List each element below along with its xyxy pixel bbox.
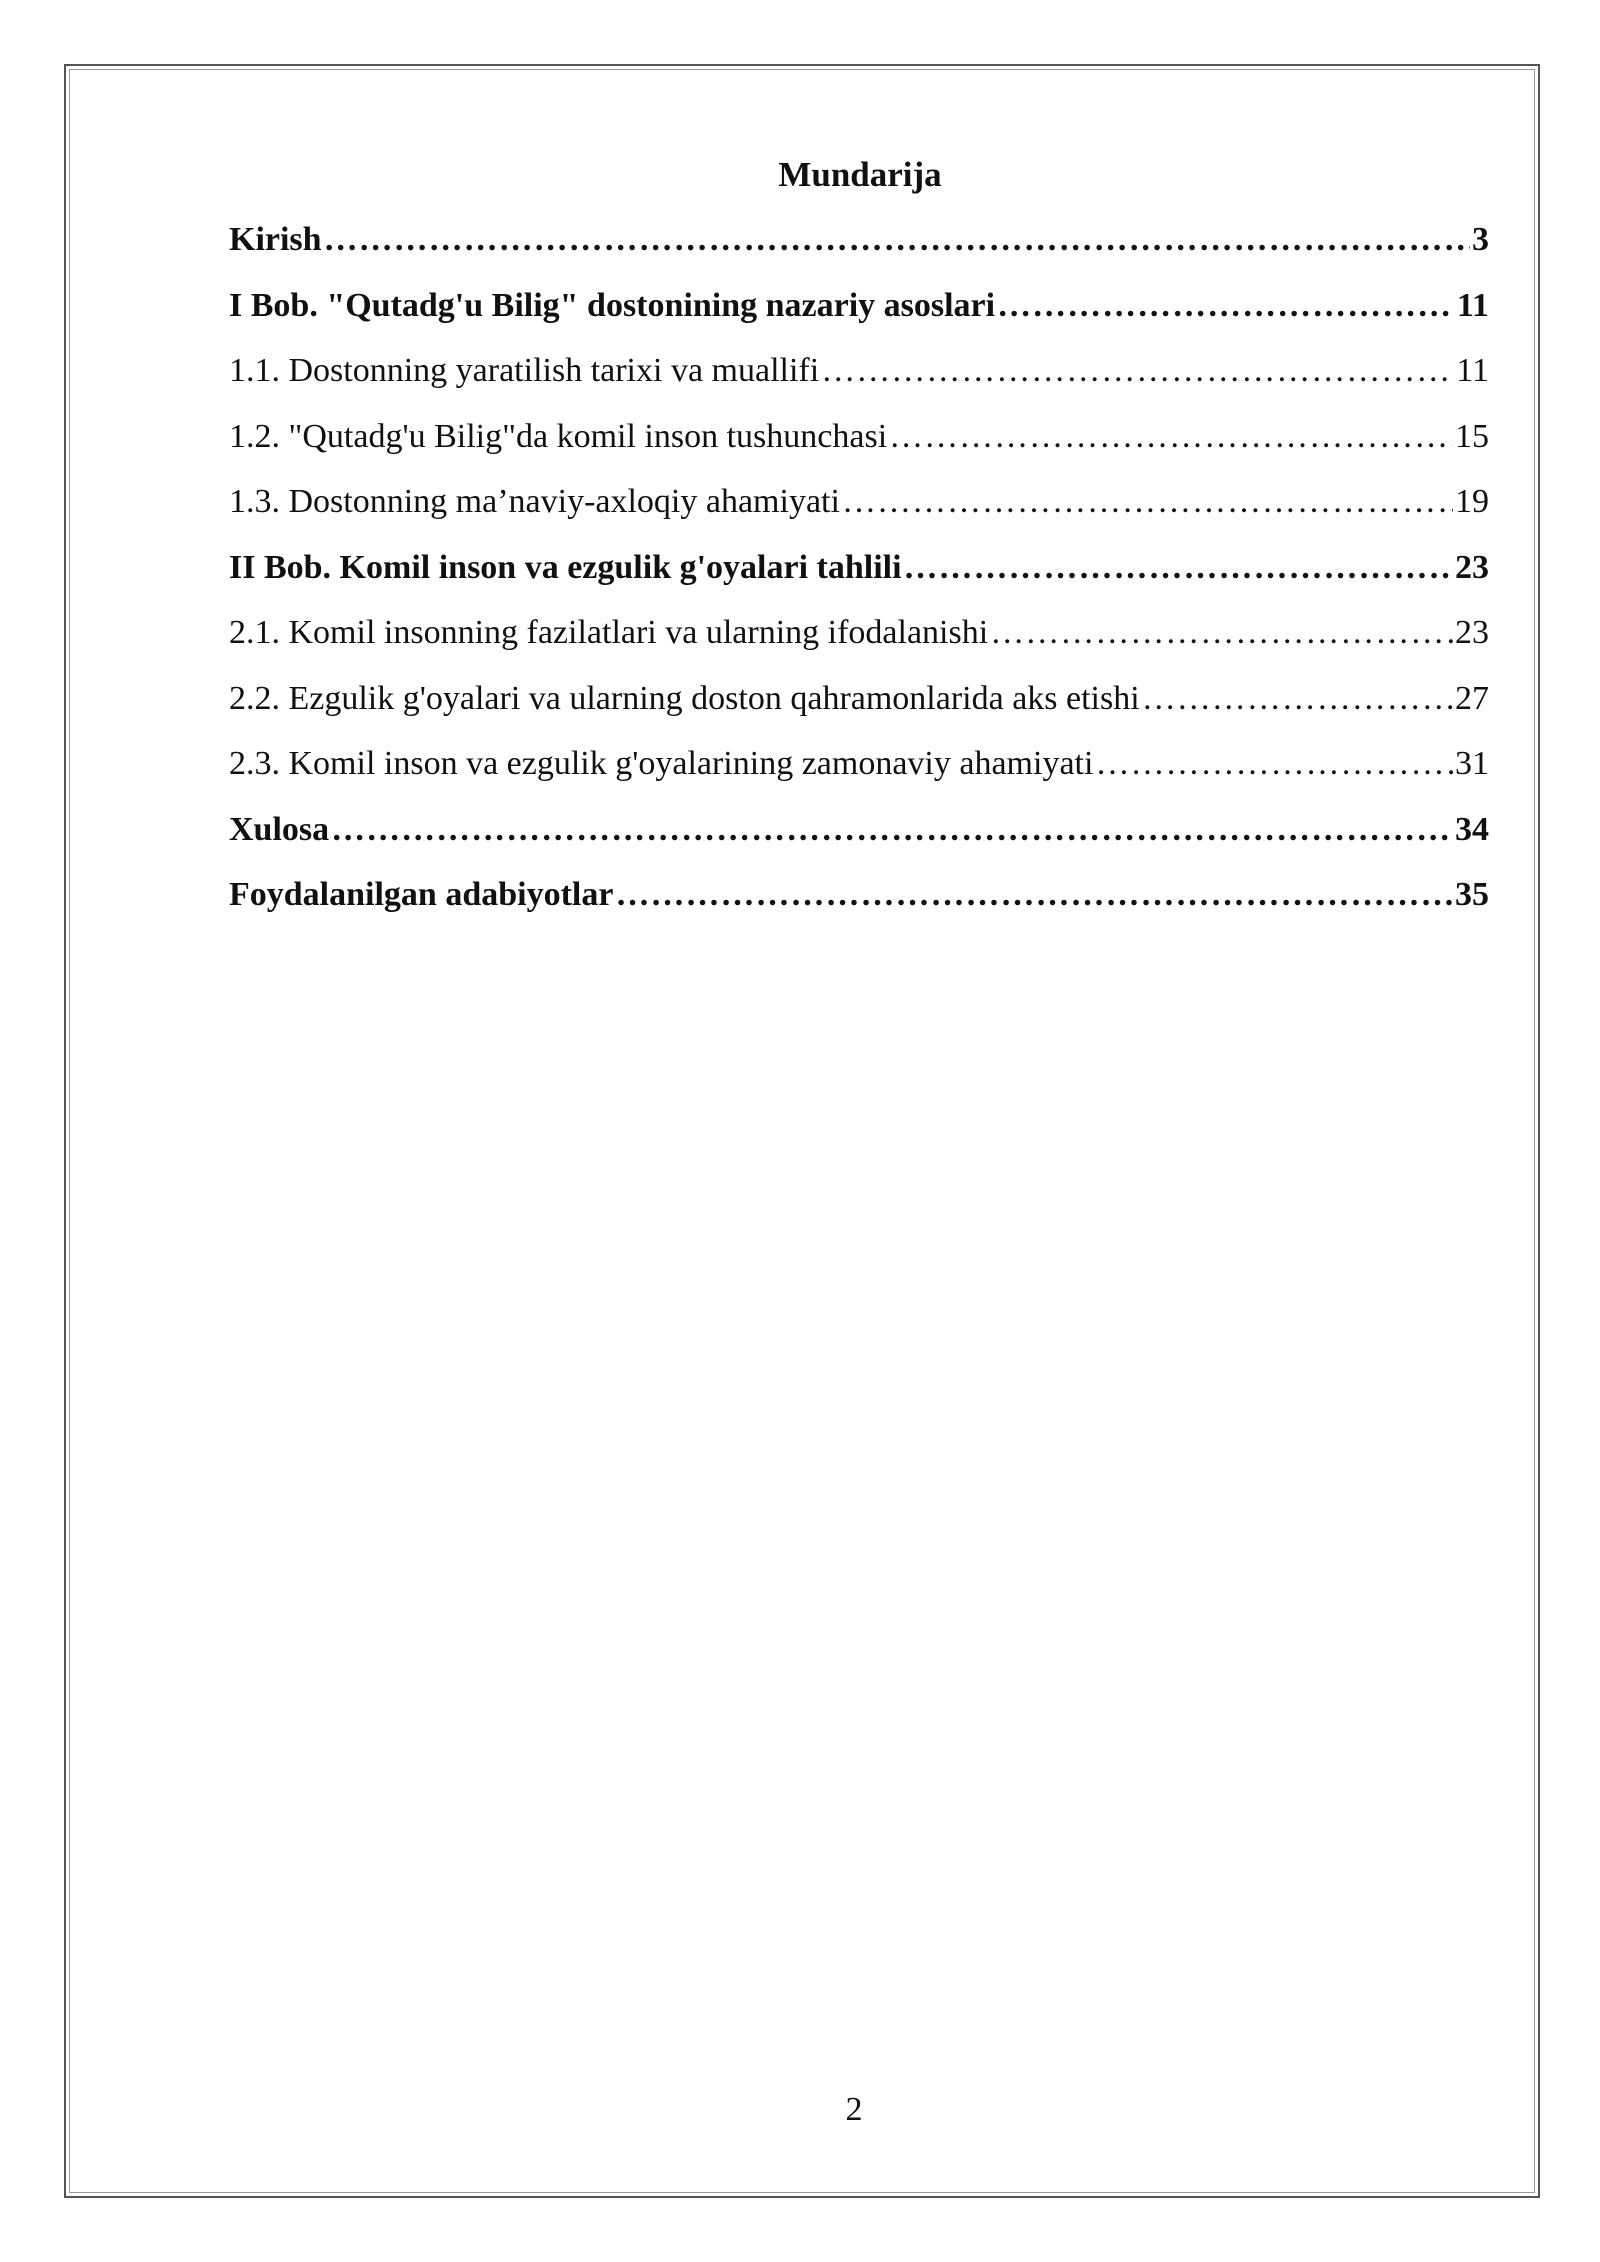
toc-entry-page: 15	[1455, 417, 1489, 455]
toc-dot-leader	[1095, 737, 1453, 791]
toc-entry-label: Foydalanilgan adabiyotlar	[229, 876, 614, 913]
toc-entry	[229, 213, 1489, 279]
toc-entry-label: II Bob. Komil inson va ezgulik g'oyalari tahlili	[229, 548, 902, 586]
toc-entry-page: 31	[1455, 745, 1489, 782]
toc-dot-leader	[821, 344, 1454, 398]
toc-title: Mundarija	[778, 155, 942, 194]
toc-entry-page: 11	[1456, 286, 1489, 324]
toc-entry-page: 23	[1455, 548, 1489, 586]
toc-dot-leader	[615, 868, 1453, 922]
toc-entry	[229, 803, 1489, 869]
toc-dot-leader	[904, 541, 1453, 595]
toc-entry	[229, 475, 1489, 541]
toc-dot-leader	[990, 606, 1453, 660]
toc-entry-label: 2.2. Ezgulik g'oyalari va ularning doston qahramonlarida aks etishi	[229, 679, 1140, 717]
toc-entry-page: 27	[1455, 679, 1489, 717]
toc-entry	[229, 541, 1489, 607]
toc-dot-leader	[1142, 672, 1453, 726]
toc-entry	[229, 344, 1489, 410]
toc-entry	[229, 606, 1489, 672]
toc-entry-label: 2.1. Komil insonning fazilatlari va ularning ifodalanishi	[229, 614, 989, 651]
toc-dot-leader	[997, 279, 1455, 333]
toc-entry	[229, 672, 1489, 738]
toc-entry-page: 19	[1455, 483, 1489, 520]
page-number: 2	[845, 2091, 863, 2128]
toc-entry-page: 3	[1472, 221, 1489, 258]
toc-entry-label: Xulosa	[229, 810, 330, 848]
toc-entry	[229, 868, 1489, 934]
toc-dot-leader	[842, 475, 1453, 529]
toc-entry	[229, 737, 1489, 803]
toc-entry-page: 11	[1456, 352, 1489, 389]
toc-entry-label: 1.3. Dostonning ma’naviy-axloqiy ahamiyati	[229, 483, 840, 520]
toc-entry-label: I Bob. "Qutadg'u Bilig" dostonining nazariy asoslari	[229, 286, 996, 324]
toc-entry-page: 23	[1455, 614, 1489, 651]
toc-entry-page: 35	[1455, 876, 1489, 913]
toc-dot-leader	[331, 803, 1453, 857]
toc-dot-leader	[324, 213, 1470, 267]
toc-dot-leader	[889, 410, 1453, 464]
toc-entry	[229, 279, 1489, 345]
toc-entry-page: 34	[1455, 810, 1489, 848]
toc-entry-label: 1.2. "Qutadg'u Bilig"da komil inson tushunchasi	[229, 417, 888, 455]
toc-entry-label: Kirish	[229, 221, 322, 258]
toc-entry-label: 2.3. Komil inson va ezgulik g'oyalarining zamonaviy ahamiyati	[229, 745, 1094, 782]
table-of-contents	[229, 213, 1489, 934]
toc-entry	[229, 410, 1489, 476]
toc-entry-label: 1.1. Dostonning yaratilish tarixi va muallifi	[229, 352, 820, 389]
